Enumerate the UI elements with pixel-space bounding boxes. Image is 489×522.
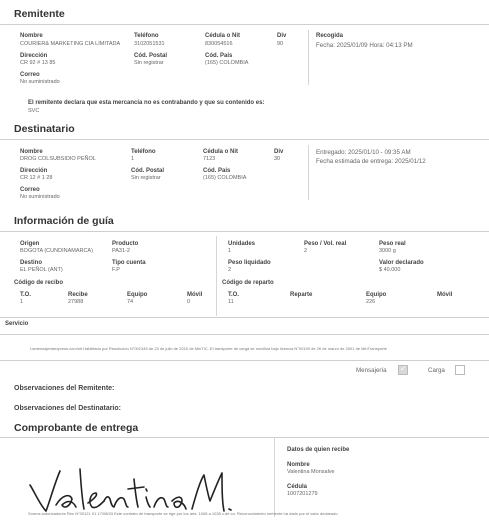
destinatario-div: 30	[274, 156, 281, 162]
tipo-cuenta-label: Tipo cuenta	[112, 260, 146, 266]
recogida-label: Recogida	[316, 33, 344, 39]
peso-real-value: 3000 g	[379, 248, 396, 254]
remitente-postal-label: Cód. Postal	[134, 53, 168, 59]
recibe-nombre-label: Nombre	[287, 462, 310, 468]
comprobante-footer: Somos autorizadores Res N°00121 01 17/08/33 Este contrato de transporte se rige por los arts. 1008 a 1035 c.de co. Reconocimiento nemente ha dado por el valor declarado	[28, 511, 338, 516]
reparto-val-to: 11	[228, 299, 234, 305]
comprobante-title: Comprobante de entrega	[14, 422, 139, 434]
reparto-col-to: T.O.	[228, 292, 240, 298]
remitente-pais: (165) COLOMBIA	[205, 60, 249, 66]
destinatario-cedula-label: Cédula o Nit	[203, 149, 239, 155]
mensajeria-checkbox[interactable]	[398, 365, 408, 375]
recibo-col-equipo: Equipo	[127, 292, 148, 298]
recibo-col-movil: Móvil	[187, 292, 203, 298]
origen-value: BOGOTA (CUNDINAMARCA)	[20, 248, 93, 254]
destinatario-pais-label: Cód. País	[203, 168, 231, 174]
recibo-val-equipo: 74	[127, 299, 134, 305]
entregado-value: Entregado: 2025/01/10 - 09:35 AM	[316, 149, 411, 156]
unidades-label: Unidades	[228, 241, 256, 247]
destinatario-column-divider	[308, 145, 309, 200]
destinatario-divider	[0, 139, 489, 140]
remitente-div: 90	[277, 41, 284, 47]
guia-divider	[0, 231, 489, 232]
servicio-label: Servicio	[5, 321, 29, 327]
carga-label: Carga	[428, 367, 445, 374]
destinatario-title: Destinatario	[14, 123, 75, 135]
datos-recibe-label: Datos de quien recibe	[287, 447, 350, 453]
remitente-cedula-label: Cédula o Nit	[205, 33, 241, 39]
remitente-direccion: CR 92 # 13 85	[20, 60, 56, 66]
destinatario-correo: No suministrado	[20, 194, 60, 200]
recibe-cedula-label: Cédula	[287, 484, 308, 490]
destino-label: Destino	[20, 260, 43, 266]
servicio-divider-mid	[0, 334, 489, 335]
comprobante-column-divider	[274, 437, 275, 517]
destinatario-postal: Sin registrar	[131, 175, 161, 181]
destinatario-div-label: Div	[274, 149, 284, 155]
remitente-column-divider	[308, 30, 309, 85]
remitente-divider	[0, 24, 489, 25]
destinatario-cedula: 7123	[203, 156, 216, 162]
peso-liquidado-label: Peso liquidado	[228, 260, 271, 266]
remitente-div-label: Div	[277, 33, 287, 39]
declaracion-text: El remitente declara que esta mercancía no es contrabando y que su contenido es:	[28, 100, 265, 106]
destinatario-telefono: 1	[131, 156, 135, 162]
guia-title: Información de guía	[14, 215, 114, 227]
carga-checkbox[interactable]	[455, 365, 465, 375]
unidades-value: 1	[228, 248, 232, 254]
recogida-value: Fecha: 2025/01/09 Hora: 04:13 PM	[316, 42, 413, 49]
mensajeria-label: Mensajería	[356, 367, 387, 374]
valor-declarado-label: Valor declarado	[379, 260, 424, 266]
contenido-value: SVC	[28, 108, 40, 114]
recibo-col-to: T.O.	[20, 292, 32, 298]
producto-value: PA31-2	[112, 248, 130, 254]
remitente-direccion-label: Dirección	[20, 53, 48, 59]
obs-destinatario-label: Observaciones del Destinatario:	[14, 405, 121, 412]
recibo-col-recibe: Recibe	[68, 292, 88, 298]
destinatario-correo-label: Correo	[20, 187, 40, 193]
reparto-col-equipo: Equipo	[366, 292, 387, 298]
peso-vol-label: Peso / Vol. real	[304, 241, 347, 247]
obs-remitente-label: Observaciones del Remitente:	[14, 385, 115, 392]
remitente-telefono-label: Teléfono	[134, 33, 159, 39]
destinatario-nombre: DROG COLSUBSIDIO PEÑOL	[20, 156, 96, 162]
remitente-pais-label: Cód. País	[205, 53, 233, 59]
origen-label: Origen	[20, 241, 40, 247]
fecha-estimada-value: Fecha estimada de entrega: 2025/01/12	[316, 158, 426, 165]
recibo-val-to: 1	[20, 299, 24, 305]
codigo-recibo-label: Código de recibo	[14, 280, 64, 286]
peso-liquidado-value: 2	[228, 267, 232, 273]
remitente-postal: Sin registrar	[134, 60, 164, 66]
comprobante-divider	[0, 437, 489, 438]
destinatario-nombre-label: Nombre	[20, 149, 43, 155]
remitente-correo-label: Correo	[20, 72, 40, 78]
remitente-nombre-label: Nombre	[20, 33, 43, 39]
destinatario-postal-label: Cód. Postal	[131, 168, 165, 174]
recibo-val-recibe: 27988	[68, 299, 84, 305]
recibe-nombre: Valentina Monsalve	[287, 469, 335, 475]
servicio-divider-bottom	[0, 360, 489, 361]
remitente-title: Remitente	[14, 8, 65, 20]
signature-image	[26, 465, 236, 515]
peso-vol-value: 2	[304, 248, 308, 254]
remitente-telefono: 3102051531	[134, 41, 165, 47]
recibe-cedula: 1007201279	[287, 491, 318, 497]
codigo-reparto-label: Código de reparto	[222, 280, 274, 286]
guia-column-divider	[216, 236, 217, 316]
producto-label: Producto	[112, 241, 139, 247]
destinatario-telefono-label: Teléfono	[131, 149, 156, 155]
servicio-divider-top	[0, 317, 489, 318]
destino-value: EL PEÑOL (ANT)	[20, 267, 63, 273]
remitente-correo: No suministrado	[20, 79, 60, 85]
licencia-text: Lamensajeriaexpress.com/nit Habilitado por Resolución N°001345 de 23 de julio de 2010 de MinTIC. El transporte de carga se moviliza bajo licencia N°00109 de 26 de marzo de 2001 de MinTransporte	[30, 346, 387, 351]
recibo-val-movil: 0	[187, 299, 191, 305]
reparto-col-reparte: Reparte	[290, 292, 313, 298]
tipo-cuenta-value: F.P	[112, 267, 120, 273]
destinatario-direccion-label: Dirección	[20, 168, 48, 174]
valor-declarado-value: $ 40.000	[379, 267, 401, 273]
reparto-val-equipo: 226	[366, 299, 376, 305]
remitente-nombre: COURIER& MARKETING CIA LIMITADA	[20, 41, 121, 47]
destinatario-pais: (165) COLOMBIA	[203, 175, 247, 181]
reparto-col-movil: Móvil	[437, 292, 453, 298]
destinatario-direccion: CR 12 # 1 28	[20, 175, 53, 181]
peso-real-label: Peso real	[379, 241, 406, 247]
remitente-cedula: 830054516	[205, 41, 233, 47]
